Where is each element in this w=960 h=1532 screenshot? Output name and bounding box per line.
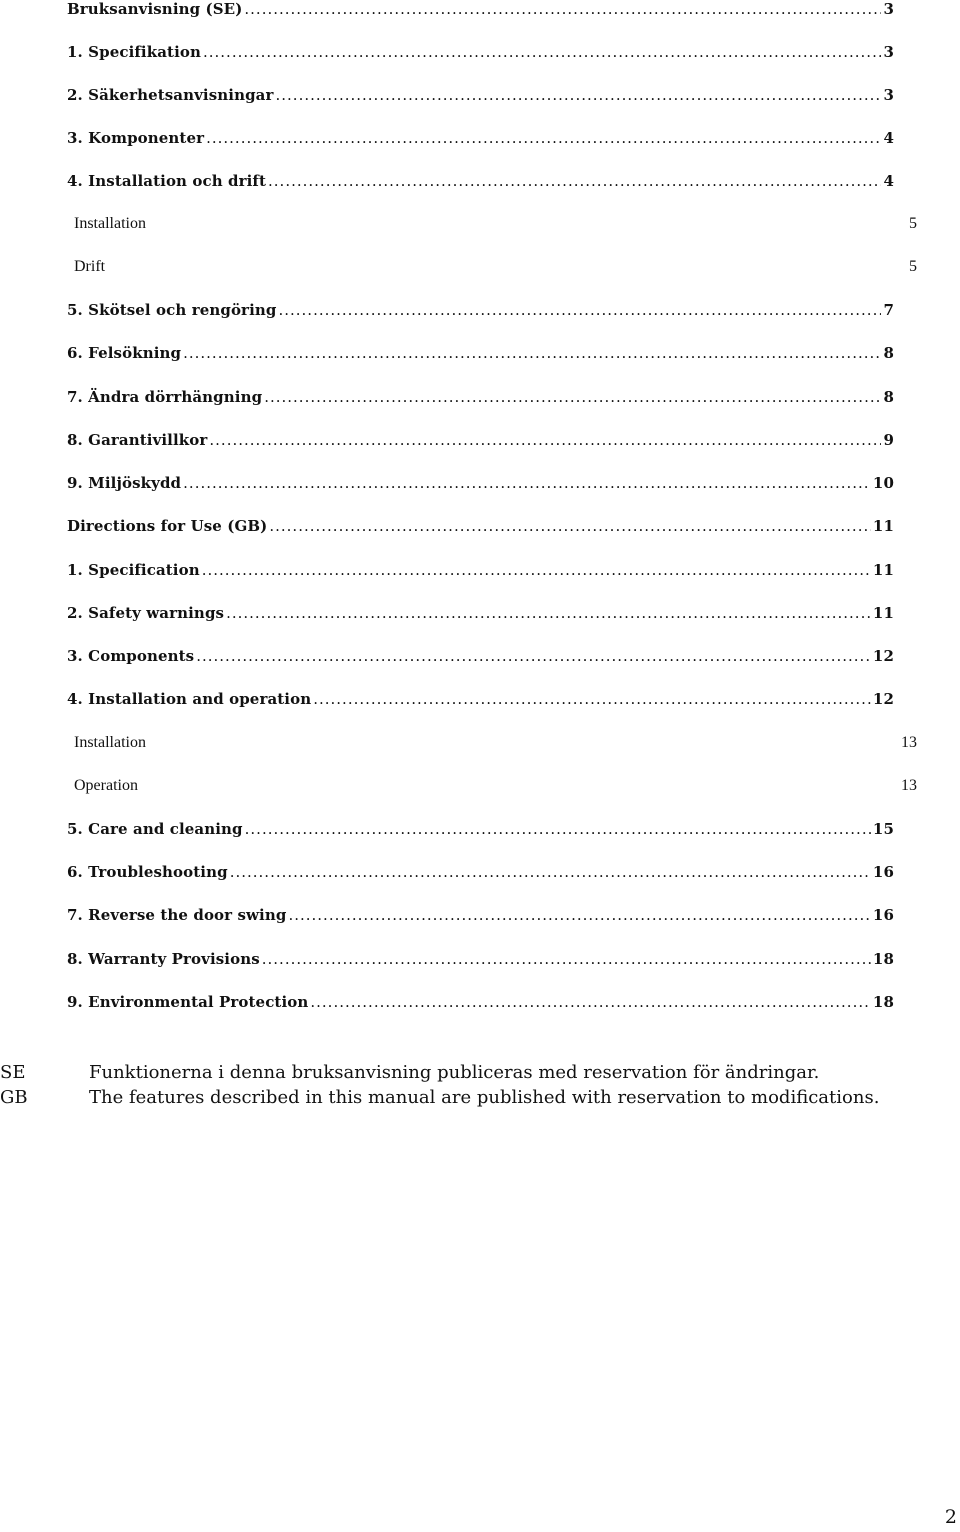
toc-entry-page: 4 (883, 129, 894, 147)
toc-subentry-page: 5 (909, 258, 917, 275)
toc-entry-page: 11 (872, 517, 894, 535)
toc-entry-label: 3. Komponenter (67, 129, 205, 147)
toc-entry-label: 2. Säkerhetsanvisningar (67, 86, 274, 104)
toc-entry-label: 5. Care and cleaning (67, 820, 243, 838)
toc-entry-page: 18 (872, 950, 894, 968)
toc-leader-dots (209, 431, 881, 449)
toc-entry[interactable] (67, 906, 894, 932)
toc-entry-label: 1. Specification (67, 561, 200, 579)
toc-entry[interactable] (67, 388, 894, 414)
toc-entry-page: 11 (872, 561, 894, 579)
toc-leader-dots (230, 863, 871, 881)
toc-entry-page: 3 (883, 0, 894, 18)
toc-subentry-page: 13 (901, 777, 917, 794)
page-number: 2 (944, 1506, 957, 1528)
toc-entry-page: 18 (872, 993, 894, 1011)
toc-leader-dots (203, 43, 881, 61)
toc-entry-page: 16 (872, 906, 894, 924)
toc-entry-label: 6. Felsökning (67, 344, 182, 362)
toc-subentry-page: 13 (901, 734, 917, 751)
toc-entry[interactable] (67, 993, 894, 1019)
toc-leader-dots (206, 129, 881, 147)
toc-entry[interactable] (67, 561, 894, 587)
toc-entry-page: 4 (883, 172, 894, 190)
toc-leader-dots (313, 690, 871, 708)
toc-subentry-label: Operation (74, 777, 138, 794)
toc-entry-label: 9. Environmental Protection (67, 993, 309, 1011)
toc-entry-label: Bruksanvisning (SE) (67, 0, 243, 18)
language-code-se: SE (0, 1062, 26, 1083)
toc-entry-label: 8. Garantivillkor (67, 431, 208, 449)
toc-entry-page: 10 (872, 474, 894, 492)
toc-entry-label: 4. Installation och drift (67, 172, 267, 190)
toc-entry[interactable] (67, 690, 894, 716)
toc-entry-label: 5. Skötsel och rengöring (67, 301, 277, 319)
toc-entry[interactable] (67, 950, 894, 976)
toc-entry[interactable] (67, 0, 894, 26)
toc-subentry[interactable] (74, 215, 917, 241)
toc-entry-label: 9. Miljöskydd (67, 474, 182, 492)
toc-subentry-label: Installation (74, 734, 146, 751)
toc-entry-page: 16 (872, 863, 894, 881)
language-code-gb: GB (0, 1087, 28, 1108)
toc-entry[interactable] (67, 86, 894, 112)
toc-entry-page: 12 (872, 690, 894, 708)
toc-leader-dots (278, 301, 881, 319)
toc-leader-dots (183, 344, 881, 362)
toc-entry[interactable] (67, 863, 894, 889)
toc-entry[interactable] (67, 344, 894, 370)
toc-leader-dots (288, 906, 870, 924)
toc-leader-dots (226, 604, 871, 622)
toc-entry[interactable] (67, 517, 894, 543)
toc-entry-label: 2. Safety warnings (67, 604, 225, 622)
notice-row-se (0, 1060, 960, 1085)
toc-leader-dots (269, 517, 871, 535)
toc-leader-dots (262, 950, 871, 968)
toc-entry[interactable] (67, 301, 894, 327)
toc-entry-label: 8. Warranty Provisions (67, 950, 260, 968)
toc-entry-page: 15 (872, 820, 894, 838)
toc-subentry[interactable] (74, 258, 917, 284)
toc-subentry-page: 5 (909, 215, 917, 232)
toc-entry[interactable] (67, 647, 894, 673)
toc-entry-label: 7. Reverse the door swing (67, 906, 287, 924)
toc-leader-dots (268, 172, 881, 190)
toc-entry[interactable] (67, 431, 894, 457)
toc-entry-page: 7 (883, 301, 894, 319)
toc-entry[interactable] (67, 43, 894, 69)
toc-entry-label: 3. Components (67, 647, 195, 665)
toc-subentry[interactable] (74, 734, 917, 760)
notice-row-gb (0, 1085, 960, 1110)
toc-entry-label: 6. Troubleshooting (67, 863, 228, 881)
toc-subentry[interactable] (74, 777, 917, 803)
toc-entry-label: Directions for Use (GB) (67, 517, 268, 535)
toc-entry-label: 1. Specifikation (67, 43, 201, 61)
toc-entry-label: 4. Installation and operation (67, 690, 312, 708)
toc-entry-page: 9 (883, 431, 894, 449)
toc-entry-page: 8 (883, 344, 894, 362)
toc-subentry-label: Installation (74, 215, 146, 232)
toc-leader-dots (202, 561, 871, 579)
toc-entry-label: 7. Ändra dörrhängning (67, 388, 263, 406)
toc-leader-dots (245, 820, 871, 838)
toc-entry[interactable] (67, 820, 894, 846)
notice-text-se: Funktionerna i denna bruksanvisning publiceras med reservation för ändringar. (89, 1062, 820, 1083)
toc-entry-page: 3 (883, 43, 894, 61)
notice-text-gb: The features described in this manual are published with reservation to modifications. (89, 1087, 880, 1108)
toc-entry-page: 12 (872, 647, 894, 665)
toc-leader-dots (183, 474, 871, 492)
toc-entry[interactable] (67, 172, 894, 198)
toc-entry-page: 8 (883, 388, 894, 406)
toc-leader-dots (244, 0, 881, 18)
toc-leader-dots (264, 388, 881, 406)
toc-entry[interactable] (67, 129, 894, 155)
modification-notice (0, 1060, 960, 1110)
toc-entry[interactable] (67, 604, 894, 630)
toc-entry-page: 11 (872, 604, 894, 622)
toc-leader-dots (310, 993, 871, 1011)
toc-leader-dots (276, 86, 882, 104)
toc-entry[interactable] (67, 474, 894, 500)
toc-subentry-label: Drift (74, 258, 106, 275)
toc-entry-page: 3 (883, 86, 894, 104)
toc-leader-dots (196, 647, 871, 665)
